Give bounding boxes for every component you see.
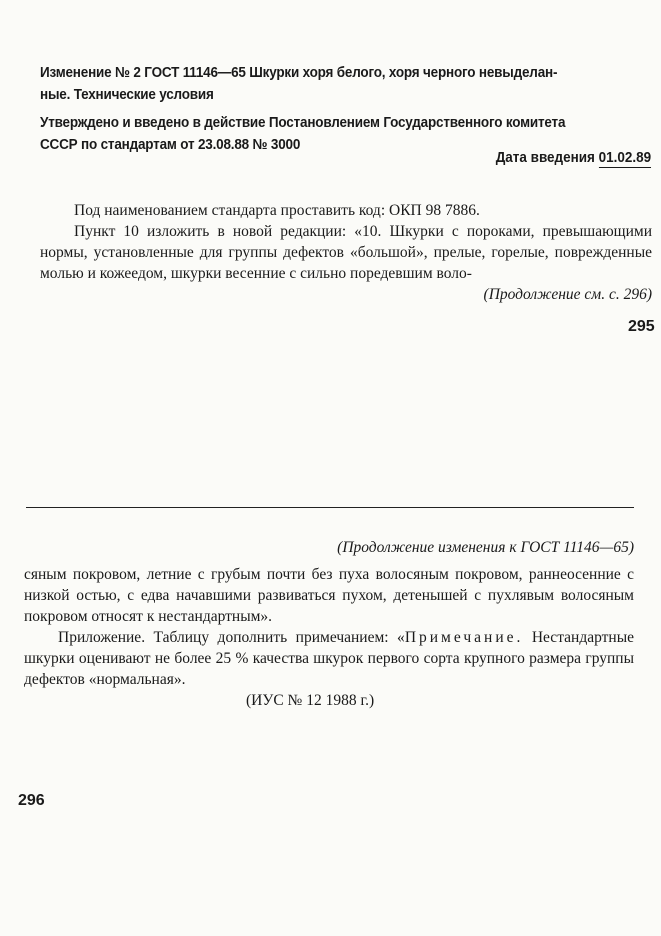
- approval-line1: Утверждено и введено в действие Постановлением Государственного комитета: [40, 115, 566, 131]
- clause10-continued: сяным покровом, летние с грубым почти без пуха волосяным покровом, раннеосенние с низкой остью, с едва начавшими развиваться пухом, детенышей с пухлявым волосяным покровом относят к нестандартным».: [24, 566, 634, 625]
- clause10-text: Пункт 10 изложить в новой редакции: «10. Шкурки с пороками, превышающими нормы, установленные для группы дефектов «большой», прелые, горелые, поврежденные молью и кожеедом, шкурки весенние с сильно поредевшим воло-: [40, 223, 652, 282]
- effective-date-label: Дата введения: [495, 150, 595, 166]
- approval-line2: СССР по стандартам от 23.08.88 № 3000: [40, 137, 301, 153]
- appendix-prefix: Приложение. Таблицу дополнить примечанием: «: [58, 629, 405, 646]
- effective-date: [496, 147, 651, 169]
- amendment-title-line2: ные. Технические условия: [40, 87, 214, 103]
- appendix-note-text: Нестандартные шкурки оценивают не более 25 % качества шкурок первого сорта крупного размера группы дефектов «нормальная».: [24, 629, 635, 688]
- page-divider: [26, 507, 634, 508]
- page1-body: [40, 200, 652, 305]
- amendment-title-line1: Изменение № 2 ГОСТ 11146—65 Шкурки хоря белого, хоря черного невыделан-: [40, 65, 558, 81]
- amendment-title: [40, 62, 652, 106]
- clause10-paragraph: [40, 221, 652, 284]
- page-number-296: 296: [18, 792, 45, 809]
- okp-code-paragraph: [40, 200, 652, 221]
- ius-reference: (ИУС № 12 1988 г.): [246, 692, 375, 709]
- continuation-note: (Продолжение см. с. 296): [483, 286, 652, 303]
- appendix-paragraph: [24, 627, 634, 690]
- continuation-header: (Продолжение изменения к ГОСТ 11146—65): [337, 539, 634, 556]
- effective-date-value: 01.02.89: [598, 150, 651, 166]
- note-word: Примечание.: [404, 629, 524, 646]
- okp-code-text: Под наименованием стандарта проставить код: ОКП 98 7886.: [74, 202, 480, 219]
- page2-body: [24, 564, 634, 690]
- page-number-295: 295: [628, 318, 655, 335]
